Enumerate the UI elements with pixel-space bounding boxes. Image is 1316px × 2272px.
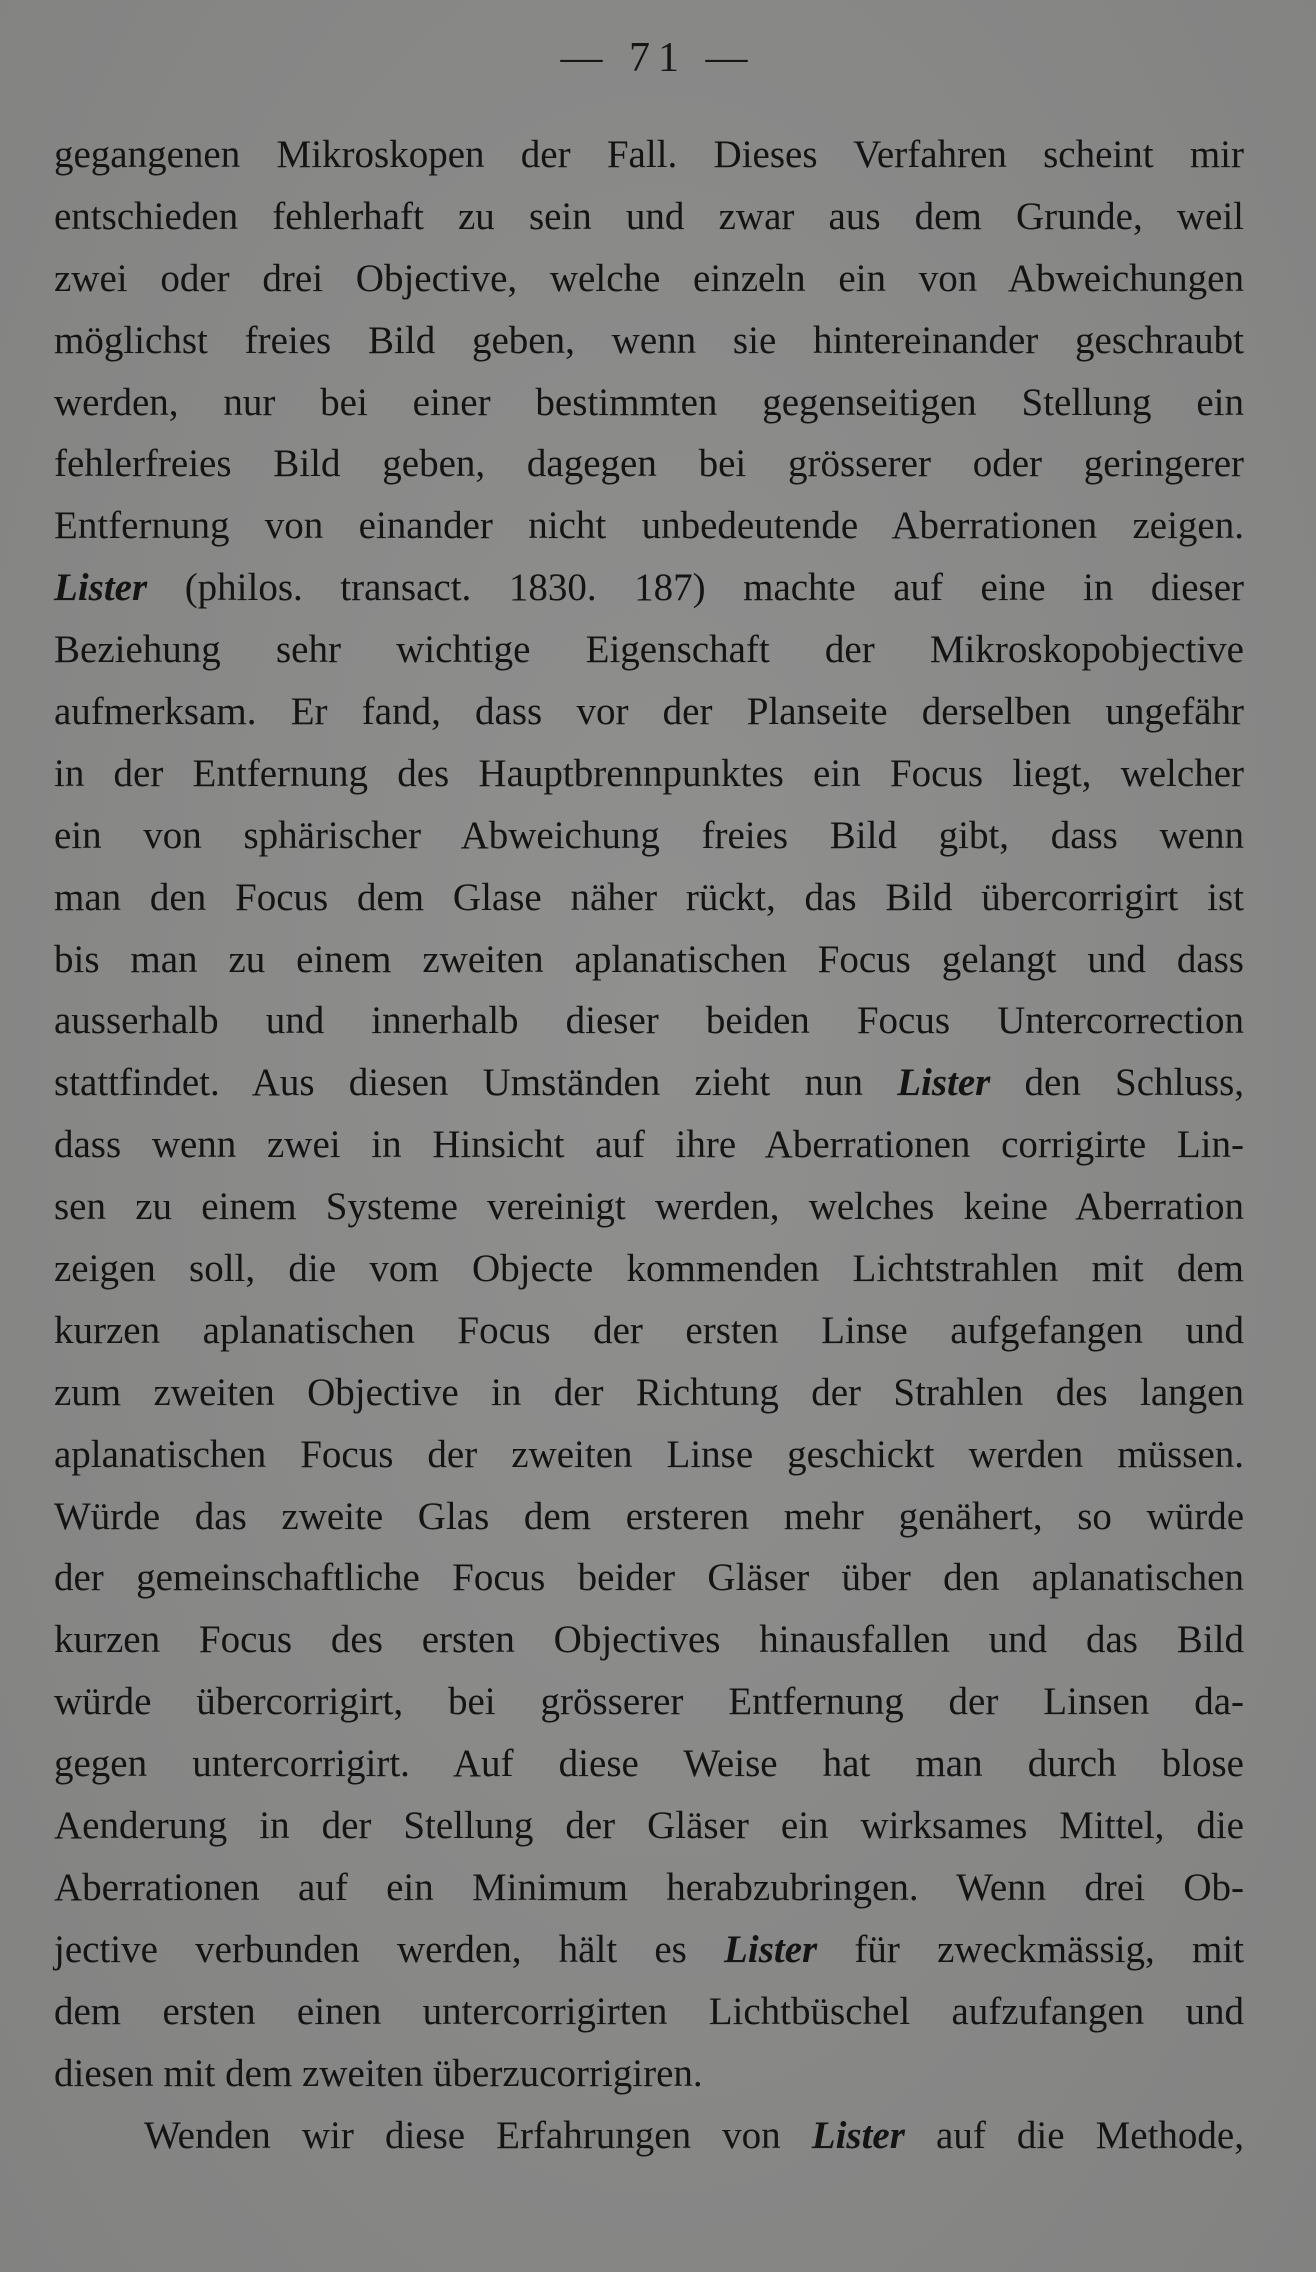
- text-line: gegangenen Mikroskopen der Fall. Dieses Verfahren scheint mir: [54, 133, 1244, 176]
- text-line: dem ersten einen untercorrigirten Lichtbüschel aufzufangen und: [54, 1989, 1244, 2033]
- page-number: — 71 —: [560, 35, 756, 81]
- text-line: Entfernung von einander nicht unbedeutende Aberrationen zeigen.: [54, 504, 1244, 548]
- text-line: zum zweiten Objective in der Richtung der Strahlen des langen: [54, 1370, 1244, 1414]
- text-line: in der Entfernung des Hauptbrennpunktes ein Focus liegt, welcher: [54, 751, 1244, 795]
- text-line: Beziehung sehr wichtige Eigenschaft der Mikroskopobjective: [54, 628, 1244, 672]
- text-run: stattfindet. Aus diesen Umständen zieht nun: [54, 1061, 898, 1105]
- text-line: dass wenn zwei in Hinsicht auf ihre Aberrationen corrigirte Lin-: [54, 1123, 1244, 1167]
- text-run: auf die Methode,: [904, 2113, 1244, 2157]
- text-line: Aenderung in der Stellung der Gläser ein wirksames Mittel, die: [54, 1804, 1244, 1848]
- author-name: Lister: [897, 1061, 991, 1105]
- author-name: Lister: [724, 1927, 818, 1971]
- text-line: möglichst freies Bild geben, wenn sie hintereinander geschraubt: [54, 318, 1244, 362]
- text-line: fehlerfreies Bild geben, dagegen bei grösserer oder geringerer: [54, 442, 1244, 486]
- text-line: würde übercorrigirt, bei grösserer Entfernung der Linsen da-: [54, 1680, 1244, 1724]
- text-line: bis man zu einem zweiten aplanatischen Focus gelangt und dass: [54, 937, 1244, 981]
- text-line: kurzen Focus des ersten Objectives hinausfallen und das Bild: [54, 1618, 1244, 1662]
- text-line: gegen untercorrigirt. Auf diese Weise hat man durch blose: [54, 1742, 1244, 1786]
- text-line: werden, nur bei einer bestimmten gegenseitigen Stellung ein: [54, 380, 1244, 424]
- text-line: sen zu einem Systeme vereinigt werden, welches keine Aberration: [54, 1185, 1244, 1229]
- text-run: Wenden wir diese Erfahrungen von: [144, 2113, 812, 2157]
- text-run: (philos. transact. 1830. 187) machte auf eine in dieser: [147, 566, 1244, 610]
- text-line: man den Focus dem Glase näher rückt, das Bild übercorrigirt ist: [54, 875, 1244, 919]
- paragraph-last-line: diesen mit dem zweiten überzucorrigiren.: [54, 2051, 703, 2095]
- text-line: Aberrationen auf ein Minimum herabzubringen. Wenn drei Ob-: [54, 1865, 1244, 1909]
- author-name: Lister: [811, 2113, 905, 2157]
- text-line: Würde das zweite Glas dem ersteren mehr genähert, so würde: [54, 1494, 1244, 1538]
- text-line: aufmerksam. Er fand, dass vor der Planseite derselben ungefähr: [54, 690, 1244, 734]
- text-line: zwei oder drei Objective, welche einzeln ein von Abweichungen: [54, 256, 1244, 300]
- text-line: [54, 557, 1244, 619]
- text-line: ein von sphärischer Abweichung freies Bild gibt, dass wenn: [54, 813, 1244, 857]
- text-line: ausserhalb und innerhalb dieser beiden Focus Untercorrection: [54, 999, 1244, 1043]
- text-line: kurzen aplanatischen Focus der ersten Linse aufgefangen und: [54, 1308, 1244, 1352]
- text-line: der gemeinschaftliche Focus beider Gläser über den aplanatischen: [54, 1556, 1244, 1600]
- text-line: entschieden fehlerhaft zu sein und zwar aus dem Grunde, weil: [54, 194, 1244, 238]
- text-run: den Schluss,: [990, 1061, 1244, 1105]
- text-line: [54, 1052, 1244, 1114]
- body-text: [54, 124, 1244, 2166]
- text-run: für zweckmässig, mit: [817, 1927, 1244, 1971]
- text-line: zeigen soll, die vom Objecte kommenden Lichtstrahlen mit dem: [54, 1247, 1244, 1291]
- text-line: [54, 1919, 1244, 1981]
- author-name: Lister: [54, 566, 148, 610]
- text-line: aplanatischen Focus der zweiten Linse geschickt werden müssen.: [54, 1432, 1244, 1476]
- text-run: jective verbunden werden, hält es: [54, 1927, 725, 1971]
- paragraph-first-line: [54, 2105, 1244, 2167]
